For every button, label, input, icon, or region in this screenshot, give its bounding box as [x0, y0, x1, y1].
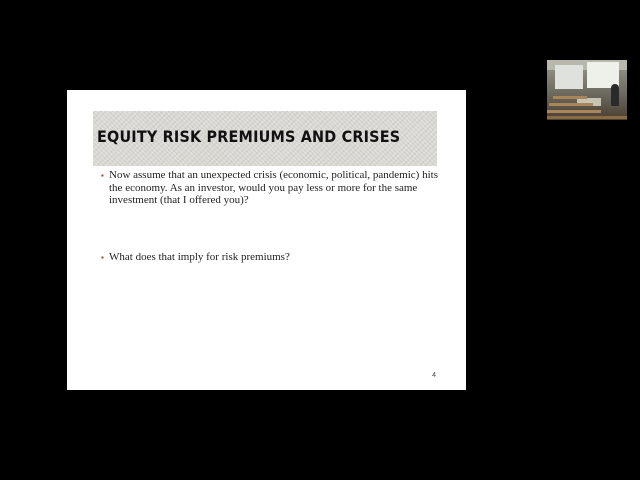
camera-presenter: [611, 84, 619, 106]
square-bullet-icon: ▪: [101, 171, 104, 180]
presentation-slide: [67, 90, 466, 390]
camera-projection-screen-left: [555, 65, 583, 89]
square-bullet-icon: ▪: [101, 252, 104, 262]
slide-page-number: 4: [432, 372, 436, 379]
slide-title: EQUITY RISK PREMIUMS AND CRISES: [97, 127, 401, 146]
bullet-item: [101, 169, 441, 207]
bullet-text: Now assume that an unexpected crisis (economic, political, pandemic) hits the economy. As an investor, would you pay less or more for the same investment (that I offered you)?: [109, 169, 438, 206]
bullet-text: What does that imply for risk premiums?: [109, 250, 290, 263]
camera-seat-row: [549, 103, 593, 106]
slide-title-bar: [93, 111, 437, 166]
bullet-item: [101, 251, 441, 264]
camera-seat-row: [553, 96, 587, 99]
camera-seat-row: [547, 116, 627, 119]
camera-seat-row: [547, 110, 601, 113]
lecture-camera-thumbnail: [547, 60, 627, 120]
bullet-list: [101, 169, 441, 263]
